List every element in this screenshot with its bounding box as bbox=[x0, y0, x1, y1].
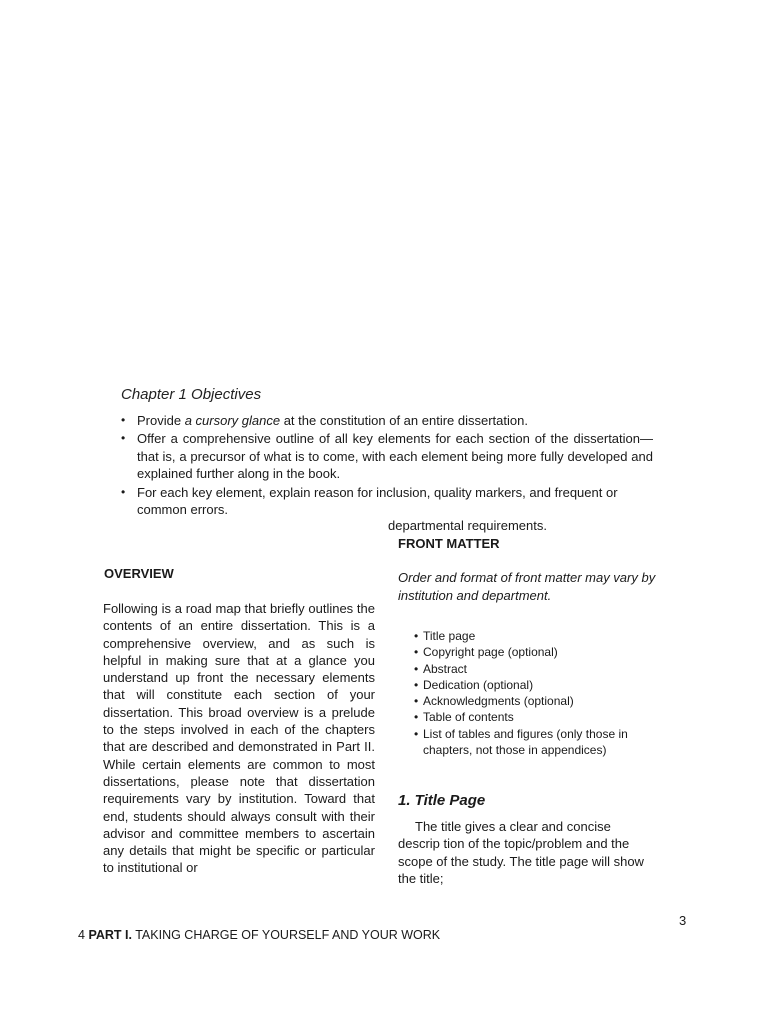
footer-page-number: 4 bbox=[78, 928, 85, 942]
list-item-text: Abstract bbox=[423, 661, 468, 676]
list-item-text: Acknowledgments (optional) bbox=[423, 694, 574, 709]
list-item bbox=[414, 661, 664, 677]
objective-2-text: Offer a comprehensive outline of all key elements for each section of the dissertation—that is, a precursor of what is to come, with each element being more fully developed and explained further along in the book. bbox=[137, 431, 653, 482]
bullet-icon: • bbox=[414, 661, 419, 676]
objective-1-post: at the constitution of an entire dissertation. bbox=[280, 413, 528, 428]
running-footer bbox=[78, 928, 440, 942]
bullet-icon: • bbox=[414, 677, 419, 692]
bullet-icon: • bbox=[121, 484, 126, 499]
bullet-icon: • bbox=[414, 726, 419, 741]
bullet-icon: • bbox=[414, 645, 419, 660]
front-matter-note: Order and format of front matter may vary by institution and department. bbox=[398, 570, 656, 603]
list-item-text: List of tables and figures (only those in chapters, not those in appendices) bbox=[423, 726, 628, 758]
overview-heading: OVERVIEW bbox=[104, 566, 174, 581]
bullet-icon: • bbox=[121, 431, 126, 446]
objective-item-2 bbox=[118, 430, 653, 482]
objective-item-1 bbox=[118, 412, 653, 429]
list-item-text: Title page bbox=[423, 629, 476, 643]
objective-3-text: For each key element, explain reason for inclusion, quality markers, and frequent or common errors. bbox=[137, 484, 618, 518]
list-item bbox=[414, 709, 664, 725]
objective-1-emphasis: a cursory glance bbox=[184, 413, 281, 428]
list-item-text: Dedication (optional) bbox=[423, 677, 534, 692]
bullet-icon: • bbox=[414, 694, 419, 709]
bullet-icon: • bbox=[414, 629, 419, 643]
list-item bbox=[414, 693, 664, 709]
front-matter-list bbox=[414, 628, 664, 758]
list-item-text: Table of contents bbox=[423, 710, 514, 725]
list-item bbox=[414, 628, 664, 644]
bullet-icon: • bbox=[414, 710, 419, 725]
page-number: 3 bbox=[679, 913, 687, 928]
objectives-list bbox=[118, 412, 653, 519]
footer-title: TAKING CHARGE OF YOURSELF AND YOUR WORK bbox=[135, 928, 441, 942]
title-page-paragraph: The title gives a clear and concise descrip tion of the topic/problem and the scope of the study. The title page will show the title; bbox=[398, 819, 644, 886]
objective-1-pre: Provide bbox=[137, 413, 185, 428]
list-item-text: Copyright page (optional) bbox=[423, 645, 558, 660]
objective-item-3 bbox=[118, 484, 653, 519]
title-page-heading: 1. Title Page bbox=[398, 792, 486, 809]
front-matter-heading: FRONT MATTER bbox=[398, 536, 500, 551]
objectives-title: Chapter 1 Objectives bbox=[121, 386, 262, 403]
list-item bbox=[414, 726, 664, 759]
bullet-icon: • bbox=[121, 413, 126, 427]
list-item bbox=[414, 644, 664, 660]
footer-part-label: PART I. bbox=[88, 928, 132, 942]
overview-paragraph: Following is a road map that briefly outlines the contents of an entire dissertation. This is a comprehensive overview, and as such is helpful in making sure that at a glance you understand up front the necessary elements that will constitute each section of your dissertation. This broad overview is a prelude to the steps involved in each of the chapters that are described and demonstrated in Part II. While certain elements are common to most dissertations, please note that dissertation requirements vary by institution. Toward that end, students should always consult with their advisor and committee members to ascertain any details that might be specific or particular to institutional or bbox=[103, 601, 375, 876]
list-item bbox=[414, 677, 664, 693]
departmental-requirements-text: departmental requirements. bbox=[388, 518, 547, 533]
